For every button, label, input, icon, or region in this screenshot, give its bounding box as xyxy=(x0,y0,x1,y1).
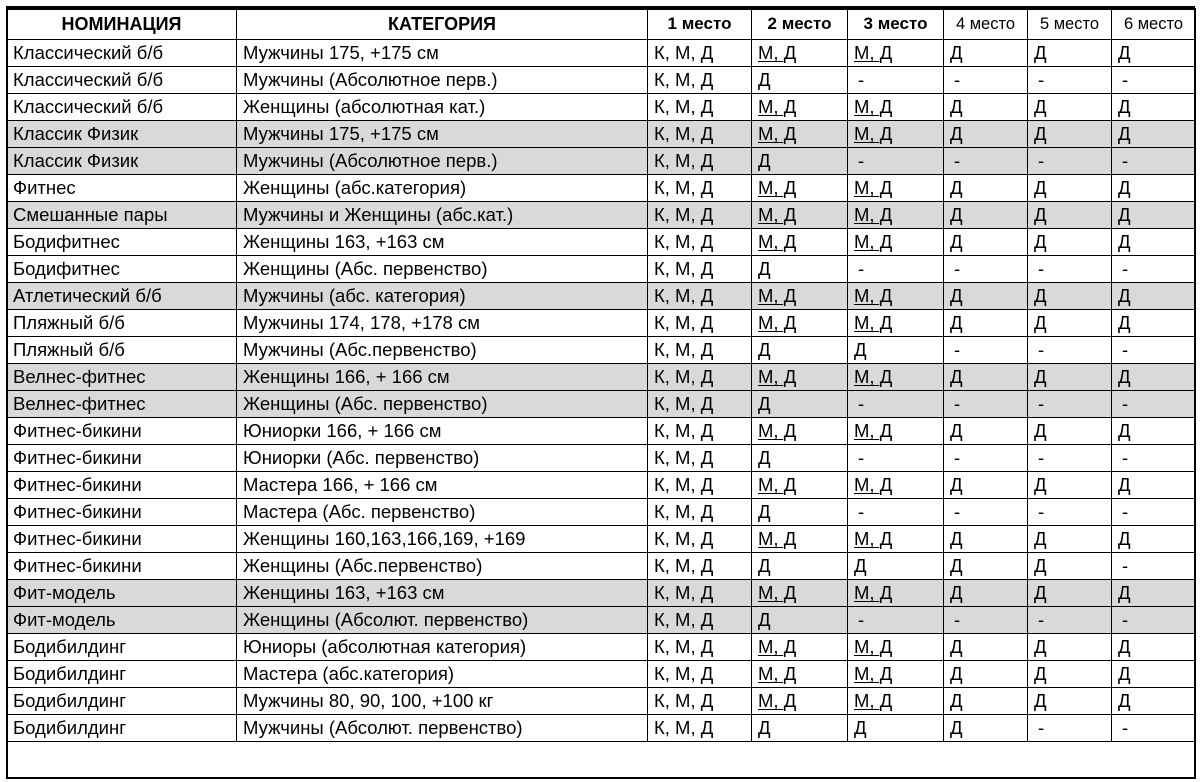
cell-place-2: М, Д xyxy=(752,202,848,229)
cell-nomination: Классик Физик xyxy=(7,148,237,175)
cell-place-3: М, Д xyxy=(848,283,944,310)
cell-place-4: - xyxy=(944,607,1028,634)
cell-place-5: - xyxy=(1028,499,1112,526)
cell-place-3: М, Д xyxy=(848,202,944,229)
cell-place-5: - xyxy=(1028,148,1112,175)
cell-place-4: Д xyxy=(944,283,1028,310)
cell-place-5: - xyxy=(1028,67,1112,94)
cell-nomination: Фитнес-бикини xyxy=(7,553,237,580)
table-row xyxy=(7,445,1196,472)
cell-place-4: Д xyxy=(944,175,1028,202)
cell-category: Женщины 163, +163 см xyxy=(237,580,648,607)
cell-category: Мужчины (абс. категория) xyxy=(237,283,648,310)
header-place-5: 5 место xyxy=(1028,9,1112,40)
cell-place-6: - xyxy=(1112,553,1196,580)
table-body xyxy=(7,40,1196,742)
cell-place-2: М, Д xyxy=(752,688,848,715)
cell-place-1: К, М, Д xyxy=(648,310,752,337)
cell-place-2: Д xyxy=(752,67,848,94)
cell-nomination: Фитнес-бикини xyxy=(7,472,237,499)
header-nomination: НОМИНАЦИЯ xyxy=(7,9,237,40)
table-row xyxy=(7,94,1196,121)
cell-nomination: Бодифитнес xyxy=(7,229,237,256)
table-row xyxy=(7,472,1196,499)
cell-place-1: К, М, Д xyxy=(648,202,752,229)
cell-place-2: М, Д xyxy=(752,418,848,445)
cell-category: Женщины (абс.категория) xyxy=(237,175,648,202)
cell-category: Женщины (Абс. первенство) xyxy=(237,391,648,418)
cell-place-6: - xyxy=(1112,256,1196,283)
cell-place-6: Д xyxy=(1112,580,1196,607)
header-place-2: 2 место xyxy=(752,9,848,40)
cell-place-3: - xyxy=(848,607,944,634)
cell-place-6: - xyxy=(1112,148,1196,175)
cell-place-2: М, Д xyxy=(752,526,848,553)
cell-place-1: К, М, Д xyxy=(648,283,752,310)
cell-place-3: - xyxy=(848,256,944,283)
cell-place-6: Д xyxy=(1112,175,1196,202)
cell-place-3: М, Д xyxy=(848,229,944,256)
cell-place-2: М, Д xyxy=(752,634,848,661)
cell-place-4: Д xyxy=(944,688,1028,715)
cell-category: Женщины 163, +163 см xyxy=(237,229,648,256)
cell-category: Женщины (Абс. первенство) xyxy=(237,256,648,283)
table-row xyxy=(7,526,1196,553)
cell-place-6: Д xyxy=(1112,121,1196,148)
table-row xyxy=(7,499,1196,526)
cell-place-1: К, М, Д xyxy=(648,148,752,175)
cell-category: Мастера (абс.категория) xyxy=(237,661,648,688)
cell-nomination: Велнес-фитнес xyxy=(7,391,237,418)
cell-place-2: М, Д xyxy=(752,364,848,391)
cell-category: Женщины (абсолютная кат.) xyxy=(237,94,648,121)
cell-place-6: Д xyxy=(1112,40,1196,67)
cell-category: Мужчины (Абс.первенство) xyxy=(237,337,648,364)
cell-place-2: Д xyxy=(752,391,848,418)
header-row xyxy=(7,9,1196,40)
cell-category: Женщины (Абс.первенство) xyxy=(237,553,648,580)
cell-place-5: Д xyxy=(1028,634,1112,661)
cell-nomination: Пляжный б/б xyxy=(7,310,237,337)
cell-place-5: - xyxy=(1028,715,1112,742)
cell-place-4: Д xyxy=(944,310,1028,337)
table-row xyxy=(7,40,1196,67)
cell-place-5: Д xyxy=(1028,202,1112,229)
cell-place-2: Д xyxy=(752,256,848,283)
cell-place-2: М, Д xyxy=(752,580,848,607)
cell-place-6: Д xyxy=(1112,418,1196,445)
cell-nomination: Пляжный б/б xyxy=(7,337,237,364)
cell-nomination: Бодибилдинг xyxy=(7,688,237,715)
cell-place-2: Д xyxy=(752,148,848,175)
cell-place-1: К, М, Д xyxy=(648,715,752,742)
cell-category: Мастера 166, + 166 см xyxy=(237,472,648,499)
cell-place-2: Д xyxy=(752,715,848,742)
cell-place-3: - xyxy=(848,67,944,94)
cell-place-5: Д xyxy=(1028,175,1112,202)
cell-category: Мужчины 80, 90, 100, +100 кг xyxy=(237,688,648,715)
cell-place-3: Д xyxy=(848,337,944,364)
cell-place-3: М, Д xyxy=(848,526,944,553)
cell-nomination: Классический б/б xyxy=(7,40,237,67)
cell-place-5: - xyxy=(1028,445,1112,472)
table-row xyxy=(7,715,1196,742)
cell-place-2: М, Д xyxy=(752,310,848,337)
cell-place-3: Д xyxy=(848,553,944,580)
table-row xyxy=(7,175,1196,202)
cell-place-1: К, М, Д xyxy=(648,391,752,418)
cell-place-2: М, Д xyxy=(752,229,848,256)
cell-category: Юниорки (Абс. первенство) xyxy=(237,445,648,472)
cell-place-6: - xyxy=(1112,715,1196,742)
cell-place-2: М, Д xyxy=(752,94,848,121)
cell-place-4: Д xyxy=(944,121,1028,148)
cell-place-4: Д xyxy=(944,661,1028,688)
cell-place-3: М, Д xyxy=(848,661,944,688)
cell-place-5: - xyxy=(1028,391,1112,418)
table-row xyxy=(7,148,1196,175)
table-row xyxy=(7,337,1196,364)
cell-nomination: Атлетический б/б xyxy=(7,283,237,310)
cell-place-6: Д xyxy=(1112,688,1196,715)
cell-place-3: М, Д xyxy=(848,634,944,661)
cell-place-6: Д xyxy=(1112,202,1196,229)
cell-nomination: Бодибилдинг xyxy=(7,634,237,661)
cell-place-1: К, М, Д xyxy=(648,445,752,472)
cell-place-5: Д xyxy=(1028,418,1112,445)
cell-place-2: Д xyxy=(752,337,848,364)
cell-category: Юниорки 166, + 166 см xyxy=(237,418,648,445)
table-row xyxy=(7,202,1196,229)
cell-place-4: Д xyxy=(944,634,1028,661)
cell-nomination: Фитнес-бикини xyxy=(7,418,237,445)
cell-nomination: Бодибилдинг xyxy=(7,661,237,688)
cell-nomination: Классик Физик xyxy=(7,121,237,148)
cell-place-5: Д xyxy=(1028,661,1112,688)
cell-place-5: - xyxy=(1028,256,1112,283)
cell-place-2: М, Д xyxy=(752,472,848,499)
table-row xyxy=(7,634,1196,661)
awards-table xyxy=(6,8,1196,742)
cell-place-6: Д xyxy=(1112,364,1196,391)
cell-place-1: К, М, Д xyxy=(648,553,752,580)
cell-place-6: Д xyxy=(1112,526,1196,553)
cell-nomination: Бодибилдинг xyxy=(7,715,237,742)
cell-place-1: К, М, Д xyxy=(648,256,752,283)
cell-place-6: Д xyxy=(1112,634,1196,661)
cell-place-1: К, М, Д xyxy=(648,94,752,121)
cell-category: Женщины 160,163,166,169, +169 xyxy=(237,526,648,553)
cell-place-6: Д xyxy=(1112,310,1196,337)
header-category: КАТЕГОРИЯ xyxy=(237,9,648,40)
cell-place-6: Д xyxy=(1112,94,1196,121)
cell-place-1: К, М, Д xyxy=(648,499,752,526)
cell-nomination: Фитнес-бикини xyxy=(7,499,237,526)
cell-place-3: М, Д xyxy=(848,688,944,715)
cell-place-4: Д xyxy=(944,472,1028,499)
cell-nomination: Фитнес xyxy=(7,175,237,202)
cell-place-3: М, Д xyxy=(848,418,944,445)
cell-place-5: Д xyxy=(1028,229,1112,256)
cell-place-2: Д xyxy=(752,553,848,580)
cell-place-2: Д xyxy=(752,607,848,634)
cell-place-4: Д xyxy=(944,202,1028,229)
cell-place-6: - xyxy=(1112,67,1196,94)
cell-place-4: Д xyxy=(944,715,1028,742)
cell-place-1: К, М, Д xyxy=(648,175,752,202)
cell-place-5: - xyxy=(1028,337,1112,364)
cell-place-6: Д xyxy=(1112,472,1196,499)
cell-place-4: Д xyxy=(944,418,1028,445)
table-row xyxy=(7,310,1196,337)
cell-category: Мужчины 175, +175 см xyxy=(237,40,648,67)
cell-place-5: Д xyxy=(1028,121,1112,148)
cell-place-3: М, Д xyxy=(848,121,944,148)
cell-place-2: М, Д xyxy=(752,175,848,202)
cell-place-2: М, Д xyxy=(752,40,848,67)
cell-category: Женщины 166, + 166 см xyxy=(237,364,648,391)
cell-nomination: Фит-модель xyxy=(7,580,237,607)
cell-place-3: М, Д xyxy=(848,94,944,121)
cell-place-4: Д xyxy=(944,94,1028,121)
cell-place-5: Д xyxy=(1028,688,1112,715)
table-row xyxy=(7,283,1196,310)
cell-category: Мастера (Абс. первенство) xyxy=(237,499,648,526)
table-row xyxy=(7,391,1196,418)
cell-place-5: Д xyxy=(1028,94,1112,121)
cell-place-1: К, М, Д xyxy=(648,418,752,445)
cell-place-4: Д xyxy=(944,229,1028,256)
cell-nomination: Фит-модель xyxy=(7,607,237,634)
header-place-6: 6 место xyxy=(1112,9,1196,40)
cell-place-2: М, Д xyxy=(752,283,848,310)
cell-place-3: М, Д xyxy=(848,472,944,499)
cell-place-4: Д xyxy=(944,553,1028,580)
cell-nomination: Классический б/б xyxy=(7,94,237,121)
table-row xyxy=(7,607,1196,634)
cell-place-6: - xyxy=(1112,445,1196,472)
header-place-3: 3 место xyxy=(848,9,944,40)
cell-category: Мужчины и Женщины (абс.кат.) xyxy=(237,202,648,229)
cell-place-1: К, М, Д xyxy=(648,40,752,67)
cell-place-4: - xyxy=(944,391,1028,418)
table-row xyxy=(7,553,1196,580)
cell-place-3: М, Д xyxy=(848,310,944,337)
cell-category: Юниоры (абсолютная категория) xyxy=(237,634,648,661)
cell-place-3: - xyxy=(848,391,944,418)
cell-nomination: Велнес-фитнес xyxy=(7,364,237,391)
cell-place-4: Д xyxy=(944,580,1028,607)
table-row xyxy=(7,67,1196,94)
table-row xyxy=(7,418,1196,445)
cell-category: Женщины (Абсолют. первенство) xyxy=(237,607,648,634)
cell-place-6: - xyxy=(1112,391,1196,418)
cell-place-4: - xyxy=(944,445,1028,472)
cell-place-6: - xyxy=(1112,337,1196,364)
cell-place-2: Д xyxy=(752,499,848,526)
cell-place-1: К, М, Д xyxy=(648,526,752,553)
cell-place-3: М, Д xyxy=(848,580,944,607)
header-place-1: 1 место xyxy=(648,9,752,40)
cell-category: Мужчины 175, +175 см xyxy=(237,121,648,148)
cell-place-1: К, М, Д xyxy=(648,121,752,148)
cell-place-6: Д xyxy=(1112,229,1196,256)
cell-place-1: К, М, Д xyxy=(648,229,752,256)
cell-nomination: Бодифитнес xyxy=(7,256,237,283)
cell-nomination: Фитнес-бикини xyxy=(7,445,237,472)
document-page xyxy=(6,6,1195,777)
cell-category: Мужчины (Абсолютное перв.) xyxy=(237,148,648,175)
cell-place-1: К, М, Д xyxy=(648,364,752,391)
cell-place-3: - xyxy=(848,148,944,175)
cell-place-4: Д xyxy=(944,40,1028,67)
cell-place-5: - xyxy=(1028,607,1112,634)
cell-place-6: - xyxy=(1112,499,1196,526)
cell-place-4: Д xyxy=(944,364,1028,391)
cell-place-4: - xyxy=(944,67,1028,94)
cell-place-6: - xyxy=(1112,607,1196,634)
cell-place-1: К, М, Д xyxy=(648,661,752,688)
table-row xyxy=(7,256,1196,283)
table-row xyxy=(7,229,1196,256)
table-row xyxy=(7,364,1196,391)
table-row xyxy=(7,688,1196,715)
cell-place-5: Д xyxy=(1028,553,1112,580)
cell-place-1: К, М, Д xyxy=(648,634,752,661)
cell-place-5: Д xyxy=(1028,364,1112,391)
cell-category: Мужчины (Абсолют. первенство) xyxy=(237,715,648,742)
table-row xyxy=(7,661,1196,688)
cell-place-3: М, Д xyxy=(848,175,944,202)
cell-place-3: М, Д xyxy=(848,364,944,391)
cell-place-2: М, Д xyxy=(752,121,848,148)
cell-place-4: - xyxy=(944,148,1028,175)
cell-place-5: Д xyxy=(1028,526,1112,553)
cell-place-5: Д xyxy=(1028,310,1112,337)
cell-nomination: Смешанные пары xyxy=(7,202,237,229)
cell-place-2: Д xyxy=(752,445,848,472)
cell-category: Мужчины 174, 178, +178 см xyxy=(237,310,648,337)
cell-place-3: М, Д xyxy=(848,40,944,67)
table-row xyxy=(7,580,1196,607)
cell-nomination: Фитнес-бикини xyxy=(7,526,237,553)
cell-place-1: К, М, Д xyxy=(648,607,752,634)
cell-place-1: К, М, Д xyxy=(648,337,752,364)
cell-place-5: Д xyxy=(1028,580,1112,607)
cell-place-5: Д xyxy=(1028,472,1112,499)
cell-place-2: М, Д xyxy=(752,661,848,688)
cell-place-1: К, М, Д xyxy=(648,67,752,94)
cell-place-1: К, М, Д xyxy=(648,580,752,607)
cell-place-4: Д xyxy=(944,526,1028,553)
cell-place-3: - xyxy=(848,499,944,526)
cell-place-6: Д xyxy=(1112,283,1196,310)
cell-place-3: Д xyxy=(848,715,944,742)
cell-place-3: - xyxy=(848,445,944,472)
cell-place-4: - xyxy=(944,256,1028,283)
table-row xyxy=(7,121,1196,148)
cell-place-5: Д xyxy=(1028,40,1112,67)
cell-nomination: Классический б/б xyxy=(7,67,237,94)
cell-category: Мужчины (Абсолютное перв.) xyxy=(237,67,648,94)
cell-place-1: К, М, Д xyxy=(648,688,752,715)
header-place-4: 4 место xyxy=(944,9,1028,40)
cell-place-6: Д xyxy=(1112,661,1196,688)
cell-place-1: К, М, Д xyxy=(648,472,752,499)
cell-place-5: Д xyxy=(1028,283,1112,310)
cell-place-4: - xyxy=(944,499,1028,526)
cell-place-4: - xyxy=(944,337,1028,364)
